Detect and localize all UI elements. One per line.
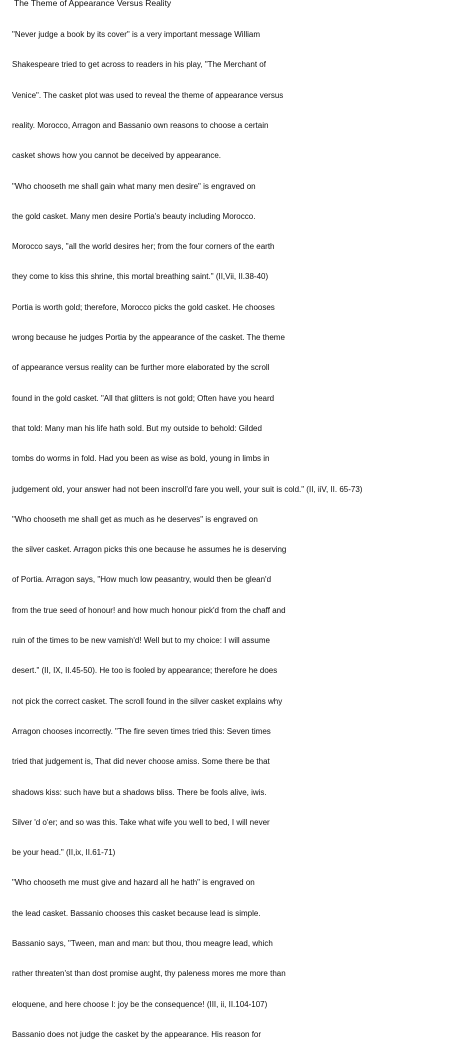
text-line: Bassanio does not judge the casket by the appearance. His reason for xyxy=(12,1030,262,1039)
text-line: "Never judge a book by its cover" is a very important message William xyxy=(12,30,260,39)
text-line: eloquene, and here choose I: joy be the consequence! (III, ii, II.104-107) xyxy=(12,1000,268,1009)
text-line: be your head." (II,ix, II.61-71) xyxy=(12,848,116,857)
text-line: rather threaten'st than dost promise aught, thy paleness mores me more than xyxy=(12,969,286,978)
text-line: reality. Morocco, Arragon and Bassanio own reasons to choose a certain xyxy=(12,121,269,130)
text-line: Bassanio says, "Tween, man and man: but thou, thou meagre lead, which xyxy=(12,939,273,948)
text-line: from the true seed of honour! and how much honour pick'd from the chaff and xyxy=(12,606,286,615)
text-line: the lead casket. Bassanio chooses this casket because lead is simple. xyxy=(12,909,261,918)
text-line: Venice". The casket plot was used to reveal the theme of appearance versus xyxy=(12,91,284,100)
text-line: found in the gold casket. "All that glitters is not gold; Often have you heard xyxy=(12,394,275,403)
text-line: judgement old, your answer had not been inscroll'd fare you well, your suit is cold." (II, iiV, II. 65-73) xyxy=(12,485,363,494)
text-line: that told: Many man his life hath sold. But my outside to behold: Gilded xyxy=(12,424,262,433)
text-line: "Who chooseth me must give and hazard all he hath" is engraved on xyxy=(12,878,255,887)
text-line: of appearance versus reality can be further more elaborated by the scroll xyxy=(12,363,270,372)
text-line: Silver 'd o'er; and so was this. Take what wife you well to bed, I will never xyxy=(12,818,270,827)
text-line: tombs do worms in fold. Had you been as wise as bold, young in limbs in xyxy=(12,454,270,463)
text-line: shadows kiss: such have but a shadows bliss. There be fools alive, iwis. xyxy=(12,788,267,797)
text-line: "Who chooseth me shall gain what many men desire" is engraved on xyxy=(12,182,256,191)
text-line: "Who chooseth me shall get as much as he deserves" is engraved on xyxy=(12,515,258,524)
text-line: Arragon chooses incorrectly. "The fire seven times tried this: Seven times xyxy=(12,727,271,736)
text-line: the gold casket. Many men desire Portia's beauty including Morocco. xyxy=(12,212,256,221)
document-title: The Theme of Appearance Versus Reality xyxy=(14,0,172,8)
text-line: tried that judgement is, That did never choose amiss. Some there be that xyxy=(12,757,270,766)
text-line: Shakespeare tried to get across to readers in his play, "The Merchant of xyxy=(12,60,266,69)
text-line: wrong because he judges Portia by the appearance of the casket. The theme xyxy=(12,333,285,342)
text-line: ruin of the times to be new vamish'd! Well but to my choice: I will assume xyxy=(12,636,270,645)
text-line: desert." (II, IX, II.45-50). He too is fooled by appearance; therefore he does xyxy=(12,666,278,675)
text-line: Morocco says, "all the world desires her; from the four corners of the earth xyxy=(12,242,275,251)
text-line: Portia is worth gold; therefore, Morocco picks the gold casket. He chooses xyxy=(12,303,275,312)
text-line: they come to kiss this shrine, this mortal breathing saint." (II,Vii, II.38-40) xyxy=(12,272,269,281)
text-line: of Portia. Arragon says, "How much low peasantry, would then be glean'd xyxy=(12,575,272,584)
text-line: not pick the correct casket. The scroll found in the silver casket explains why xyxy=(12,697,283,706)
text-line: casket shows how you cannot be deceived by appearance. xyxy=(12,151,222,160)
text-line: the silver casket. Arragon picks this one because he assumes he is deserving xyxy=(12,545,287,554)
